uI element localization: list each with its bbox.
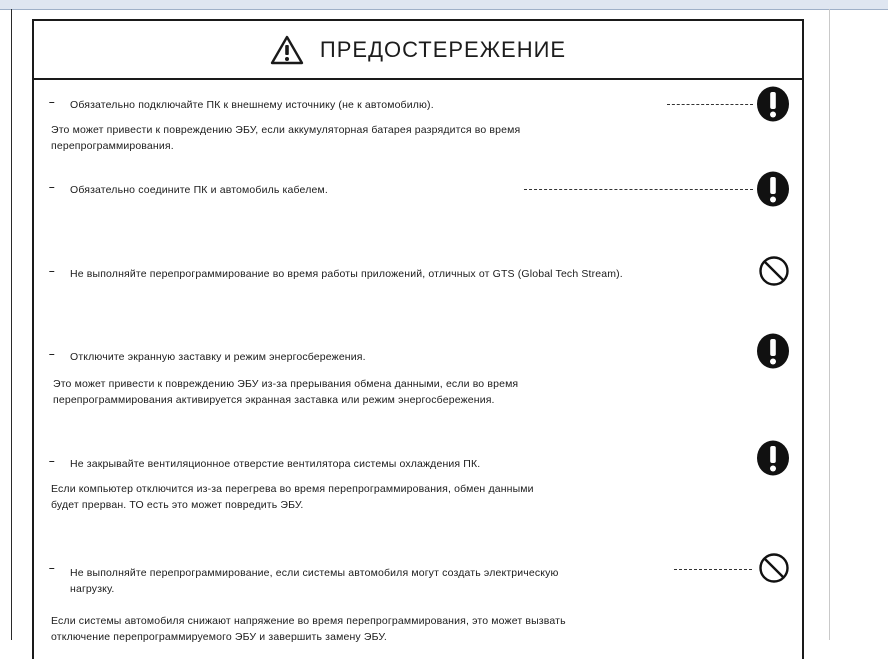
right-margin-line <box>829 9 830 640</box>
caution-frame <box>32 19 804 659</box>
description-line: Если компьютер отключится из-за перегрева во время перепрограммирования, обмен данными <box>51 483 534 495</box>
bullet-dash: – <box>49 563 55 574</box>
item-5-description <box>51 481 534 513</box>
prohibited-icon <box>758 255 790 287</box>
description-line: перепрограммирования активируется экранная заставка или режим энергосбережения. <box>53 394 495 406</box>
leader-line <box>674 569 752 570</box>
item-4-text: Отключите экранную заставку и режим энергосбережения. <box>70 351 366 363</box>
item-1-text: Обязательно подключайте ПК к внешнему источнику (не к автомобилю). <box>70 99 434 111</box>
bullet-dash: – <box>49 266 55 277</box>
bullet-dash: – <box>49 349 55 360</box>
bullet-dash: – <box>49 97 55 108</box>
item-1-description <box>51 122 520 154</box>
item-2-text: Обязательно соедините ПК и автомобиль кабелем. <box>70 184 328 196</box>
description-line: Это может привести к повреждению ЭБУ, если аккумуляторная батарея разрядится во время <box>51 124 521 136</box>
leader-line <box>524 189 753 190</box>
description-line: перепрограммирования. <box>51 140 174 152</box>
window-top-bar <box>0 0 888 10</box>
prohibited-icon <box>758 552 790 584</box>
item-text-line: Не выполняйте перепрограммирование, если системы автомобиля могут создать электрическую <box>70 567 559 579</box>
description-line: будет прерван. ТО есть это может повредить ЭБУ. <box>51 499 304 511</box>
description-line: Если системы автомобиля снижают напряжение во время перепрограммирования, это может вызвать <box>51 615 566 627</box>
mandatory-icon <box>756 440 790 476</box>
leader-line <box>667 104 753 105</box>
item-6-description <box>51 613 566 645</box>
bullet-dash: – <box>49 182 55 193</box>
warning-triangle-icon <box>270 35 304 65</box>
caution-header <box>34 21 802 80</box>
description-line: отключение перепрограммируемого ЭБУ и завершить замену ЭБУ. <box>51 631 387 643</box>
left-margin-line <box>11 9 12 640</box>
item-6-text <box>70 565 559 597</box>
item-4-description <box>53 376 518 408</box>
mandatory-icon <box>756 333 790 369</box>
item-5-text: Не закрывайте вентиляционное отверстие вентилятора системы охлаждения ПК. <box>70 458 481 470</box>
mandatory-icon <box>756 171 790 207</box>
item-3-text: Не выполняйте перепрограммирование во время работы приложений, отличных от GTS (Global Tech Stream). <box>70 268 623 280</box>
bullet-dash: – <box>49 456 55 467</box>
page-title: ПРЕДОСТЕРЕЖЕНИЕ <box>319 36 567 62</box>
item-text-line: нагрузку. <box>70 583 115 595</box>
mandatory-icon <box>756 86 790 122</box>
description-line: Это может привести к повреждению ЭБУ из-за прерывания обмена данными, если во время <box>53 378 519 390</box>
